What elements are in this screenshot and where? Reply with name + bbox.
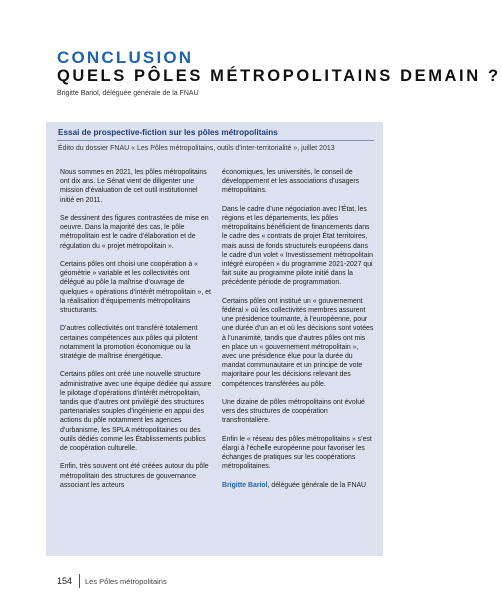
box-subtitle: Édito du dossier FNAU « Les Pôles métropolitains, outils d’inter-territorialité », juillet 2013	[58, 145, 335, 152]
paragraph: D’autres collectivités ont transféré totalement certaines compétences aux pôles qui pilotent notamment la promotion économique ou la stratégie de maîtrise énergétique.	[60, 325, 198, 361]
page-title: QUELS PÔLES MÉTROPOLITAINS DEMAIN ?	[57, 67, 501, 85]
box-column-right	[222, 168, 374, 499]
paragraph: Certains pôles ont choisi une coopération à « géométrie » variable et les collectivités ont délégué au pôle la maîtrise d’ouvrage de quelques « opérations d’intérêt métropolitain », et la réalisation d’équipements métropolitains structurants.	[60, 261, 211, 315]
signature-role: , déléguée générale de la FNAU	[267, 481, 367, 489]
box-divider	[57, 140, 374, 141]
paragraph: économiques, les universités, le conseil de développement et les associations d’usagers métropolitains.	[222, 169, 360, 195]
paragraph: Dans le cadre d’une négociation avec l’État, les régions et les départements, les pôles métropolitains bénéficient de financements dans le cadre des « contrats de projet État territoires, mais aussi de fonds structurels européens dans le cadre d’un volet « Investissement métropolitain intégré européen » du programme 2021-2027 qui fait suite au programme pilote initié dans la précédente période de programmation.	[222, 205, 373, 287]
paragraph: Enfin le « réseau des pôles métropolitains » s’est élargi à l’échelle européenne pour favoriser les échanges de pratiques sur les coopérations métropolitaines.	[222, 435, 372, 471]
box-title: Essai de prospective-fiction sur les pôles métropolitains	[58, 128, 278, 137]
author-byline: Brigitte Bariol, déléguée générale de la FNAU	[57, 90, 199, 97]
page-number: 154	[57, 576, 73, 586]
signature	[222, 481, 374, 490]
paragraph: Certains pôles ont créé une nouvelle structure administrative avec une équipe dédiée qui assure le pilotage d’opérations d’intérêt métropolitain, tandis que d’autres ont privilégié des structures partenariales souples d’ingénierie en appui des actions du pôle notamment les agences d’urbanisme, les SPLA métropolitaines ou des outils dédiés comme les Établissements publics de coopération culturelle.	[60, 371, 212, 453]
paragraph: Se dessinent des figures contrastées de mise en oeuvre. Dans la majorité des cas, le pôle métropolitain est le cadre d’élaboration et de régulation du « projet métropolitain ».	[60, 215, 209, 250]
running-title: Les Pôles métropolitains	[85, 577, 167, 586]
paragraph: Enfin, très souvent ont été créées autour du pôle métropolitain des structures de gouvernance associant les acteurs	[60, 463, 209, 489]
footer-divider	[79, 574, 80, 588]
signature-name: Brigitte Bariol	[222, 481, 268, 489]
paragraph: Certains pôles ont institué un « gouvernement fédéral » où les collectivités membres assurent une présidence tournante, à l’européenne, pour une durée d’un an et où les décisions sont votées à l’unanimité, tandis que d’autres pôles ont mis en place un « gouvernement métropolitain », avec une présidence élue pour la durée du mandat communautaire et un principe de vote majoritaire pour les décisions relevant des compétences transférées au pôle.	[222, 297, 374, 388]
paragraph: Nous sommes en 2021, les pôles métropolitains ont dix ans. Le Sénat vient de diligenter une mission d’évaluation de cet outil institutionnel initié en 2011.	[60, 169, 207, 204]
box-column-left	[60, 168, 212, 499]
section-title: CONCLUSION	[57, 48, 194, 67]
paragraph: Une dizaine de pôles métropolitains ont évolué vers des structures de coopération transfrontalière.	[222, 399, 365, 425]
